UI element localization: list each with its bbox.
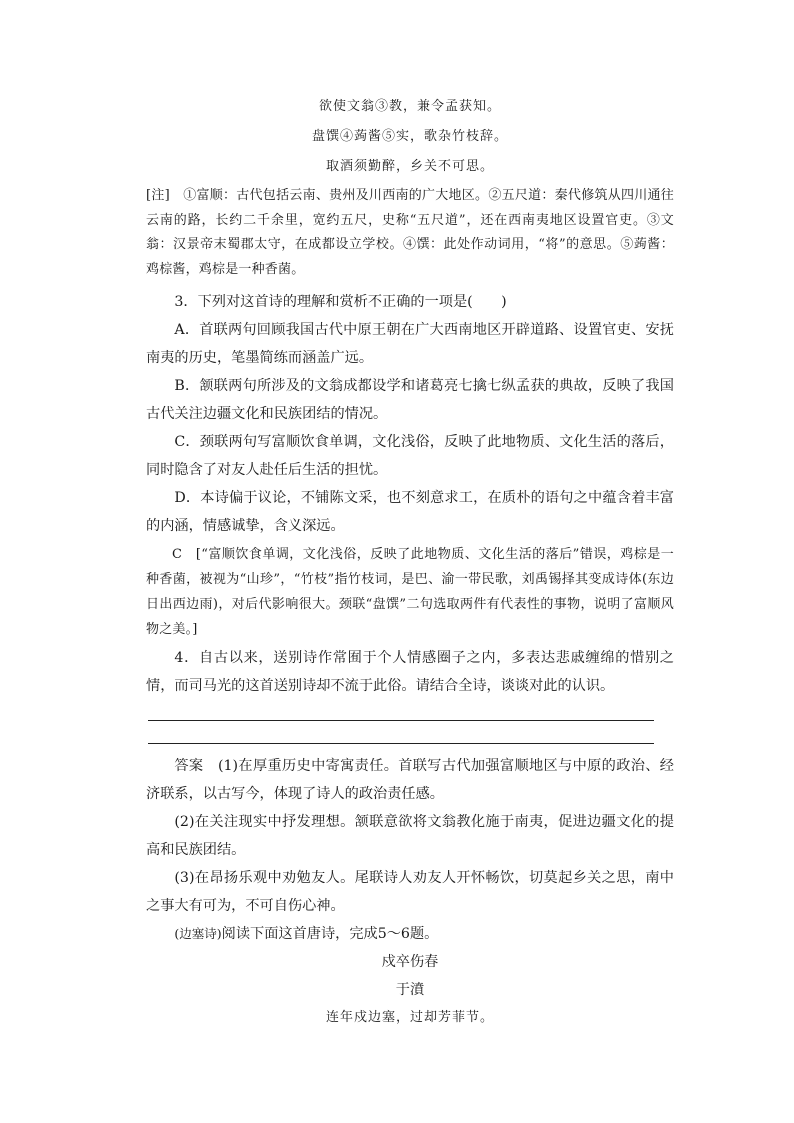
question-4-stem: 4．自古以来，送别诗作常囿于个人情感圈子之内，多表达悲戚缠绵的惜别之情，而司马光的这首送别诗却不流于此俗。请结合全诗，谈谈对此的认识。: [146, 650, 674, 694]
poem-author: 于濆: [395, 982, 425, 998]
question-3: [146, 288, 674, 642]
document-page: [146, 92, 674, 1032]
answer-point: (3)在昂扬乐观中劝勉友人。尾联诗人劝友人开怀畅饮，切莫起乡关之思，南中之事大有可为，不可自伤心神。: [146, 870, 674, 914]
poem-line: 盘馔④蒟酱⑤实，歌杂竹枝辞。: [311, 129, 508, 144]
answer-point: (1)在厚重历史中寄寓责任。首联写古代加强富顺地区与中原的政治、经济联系，以古写今，体现了诗人的政治责任感。: [146, 758, 674, 802]
answer-label: 答案: [174, 758, 204, 774]
question-4: [146, 644, 674, 920]
question-3-stem: 3．下列对这首诗的理解和赏析不正确的一项是( ): [174, 294, 507, 310]
poem-line: 连年戍边塞，过却芳菲节。: [325, 1010, 494, 1025]
option-d: D．本诗偏于议论，不铺陈文采，也不刻意求工，在质朴的语句之中蕴含着丰富的内涵，情感诚挚，含义深远。: [146, 490, 674, 534]
poem-line: 取酒须勤醉，乡关不可思。: [325, 159, 494, 174]
section-intro: 阅读下面这首唐诗，完成5～6题。: [221, 926, 439, 942]
question-4-answer: [146, 752, 674, 920]
poem-notes: [注] ①富顺：古代包括云南、贵州及川西南的广大地区。②五尺道：秦代修筑从四川通往云南的路，长约二千余里，宽约五尺，史称“五尺道”，还在西南夷地区设置官吏。③文翁：汉景帝末蜀郡太守，在成都设立学校。④馔：此处作动词用，“将”的意思。⑤蒟酱：鸡棕酱，鸡棕是一种香菌。: [146, 188, 674, 277]
option-c: C．颈联两句写富顺饮食单调，文化浅俗，反映了此地物质、文化生活的落后，同时隐含了对友人赴任后生活的担忧。: [146, 434, 674, 478]
next-section: [146, 920, 674, 1032]
genre-tag: (边塞诗): [174, 926, 222, 941]
answer-point: (2)在关注现实中抒发理想。颔联意欲将文翁教化施于南夷，促进边疆文化的提高和民族团结。: [146, 814, 674, 858]
poem-stanza: [146, 92, 674, 182]
question-3-answer: C [“富顺饮食单调，文化浅俗，反映了此地物质、文化生活的落后”错误，鸡棕是一种香菌，被视为“山珍”，“竹枝”指竹枝词，是巴、渝一带民歌，刘禹锡择其变成诗体(东边日出西边雨)，对后代影响很大。颈联“盘馔”二句选取两件有代表性的事物，说明了富顺风物之美。]: [146, 547, 674, 637]
poem-line: 欲使文翁③教，兼令孟获知。: [318, 99, 501, 114]
option-a: A．首联两句回顾我国古代中原王朝在广大西南地区开辟道路、设置官吏、安抚南夷的历史，笔墨简练而涵盖广远。: [146, 322, 674, 366]
poem-title: 戍卒伤春: [381, 954, 439, 970]
option-b: B．颔联两句所涉及的文翁成都设学和诸葛亮七擒七纵孟获的典故，反映了我国古代关注边疆文化和民族团结的情况。: [146, 378, 674, 422]
